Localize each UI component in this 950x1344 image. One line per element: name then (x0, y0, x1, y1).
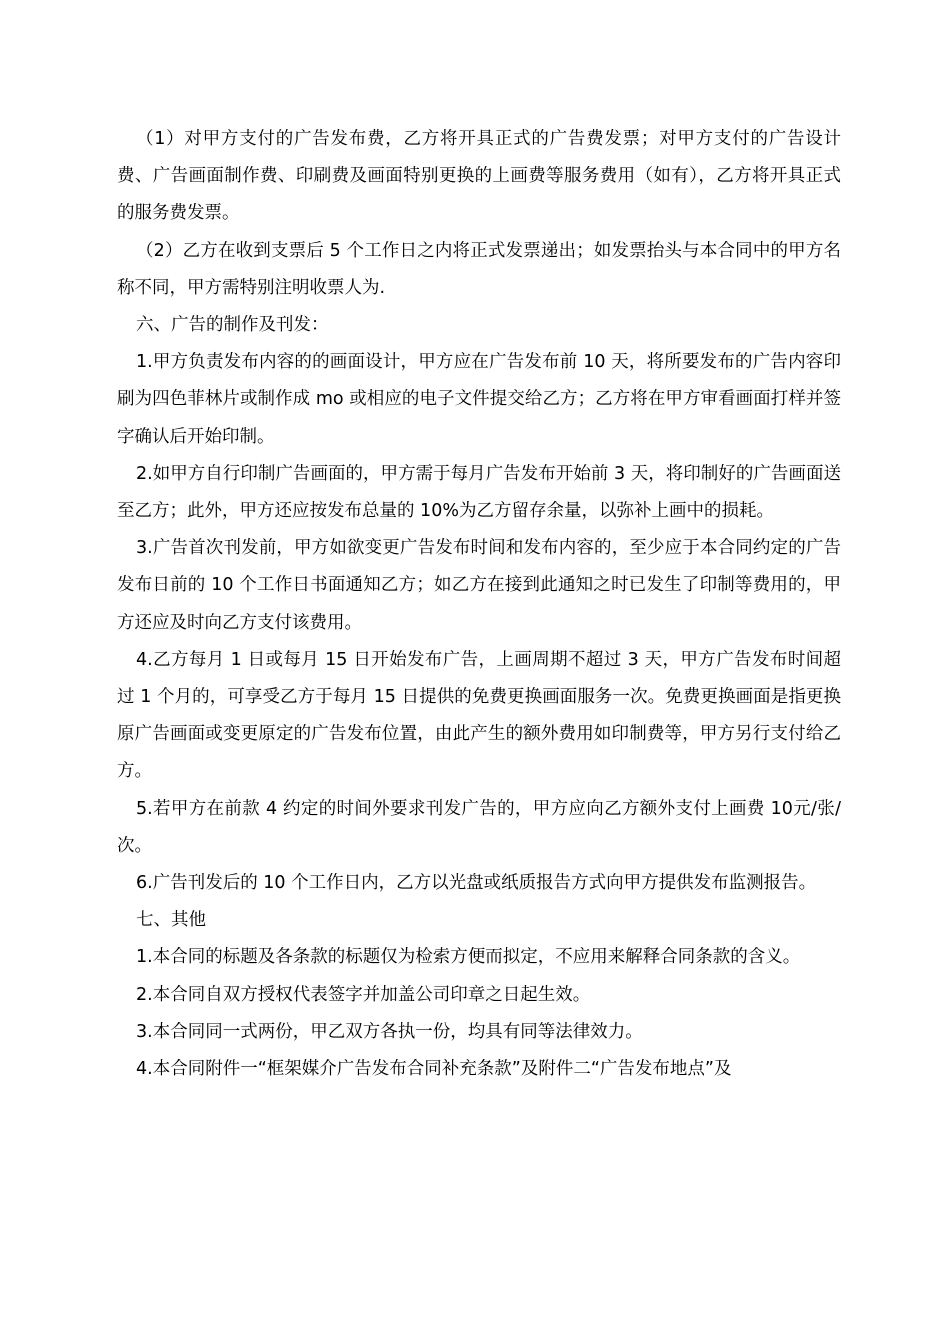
paragraph-extra-fee-item-5: 5.若甲方在前款 4 约定的时间外要求刊发广告的，甲方应向乙方额外支付上画费 10元/张/次。 (117, 798, 841, 856)
paragraph-invoice-delivery: （2）乙方在收到支票后 5 个工作日之内将正式发票递出；如发票抬头与本合同中的甲方名称不同，甲方需特别注明收票人为. (117, 240, 841, 298)
paragraph-report-item-6: 6.广告刊发后的 10 个工作日内，乙方以光盘或纸质报告方式向甲方提供发布监测报告。 (136, 873, 817, 894)
document-body (117, 121, 841, 1088)
paragraph-design-item-1: 1.甲方负责发布内容的的画面设计，甲方应在广告发布前 10 天，将所要发布的广告内容印刷为四色菲林片或制作成 mo 或相应的电子文件提交给乙方；乙方将在甲方审看画面打样并签字确认后开始印制。 (117, 352, 841, 447)
paragraph-copies-item-3: 3.本合同同一式两份，甲乙双方各执一份，均具有同等法律效力。 (136, 1021, 643, 1042)
paragraph-schedule-item-4: 4.乙方每月 1 日或每月 15 日开始发布广告，上画周期不超过 3 天，甲方广告发布时间超过 1 个月的，可享受乙方于每月 15 日提供的免费更换画面服务一次。免费更换画面是指更换原广告画面或变更原定的广告发布位置，由此产生的额外费用如印制费等，甲方另行支付给乙方。 (117, 649, 841, 782)
paragraph-invoice-types: （1）对甲方支付的广告发布费，乙方将开具正式的广告费发票；对甲方支付的广告设计费、广告画面制作费、印刷费及画面特别更换的上画费等服务费用（如有），乙方将开具正式的服务费发票。 (117, 129, 841, 224)
paragraph-effective-item-2: 2.本合同自双方授权代表签字并加盖公司印章之日起生效。 (136, 984, 591, 1005)
paragraph-titles-item-1: 1.本合同的标题及各条款的标题仅为检索方便而拟定，不应用来解释合同条款的含义。 (136, 947, 801, 968)
paragraph-printing-item-2: 2.如甲方自行印制广告画面的，甲方需于每月广告发布开始前 3 天，将印制好的广告画面送至乙方；此外，甲方还应按发布总量的 10%为乙方留存余量，以弥补上画中的损耗。 (117, 463, 841, 522)
paragraph-change-item-3: 3.广告首次刊发前，甲方如欲变更广告发布时间和发布内容的，至少应于本合同约定的广告发布日前的 10 个工作日书面通知乙方；如乙方在接到此通知之时已发生了印制等费用的，甲方还应及时向乙方支付该费用。 (117, 538, 841, 633)
section-heading-production: 六、广告的制作及刊发： (136, 315, 329, 336)
paragraph-attachments-item-4: 4.本合同附件一“框架媒介广告发布合同补充条款”及附件二“广告发布地点”及 (136, 1059, 732, 1080)
section-heading-other: 七、其他 (136, 910, 206, 931)
